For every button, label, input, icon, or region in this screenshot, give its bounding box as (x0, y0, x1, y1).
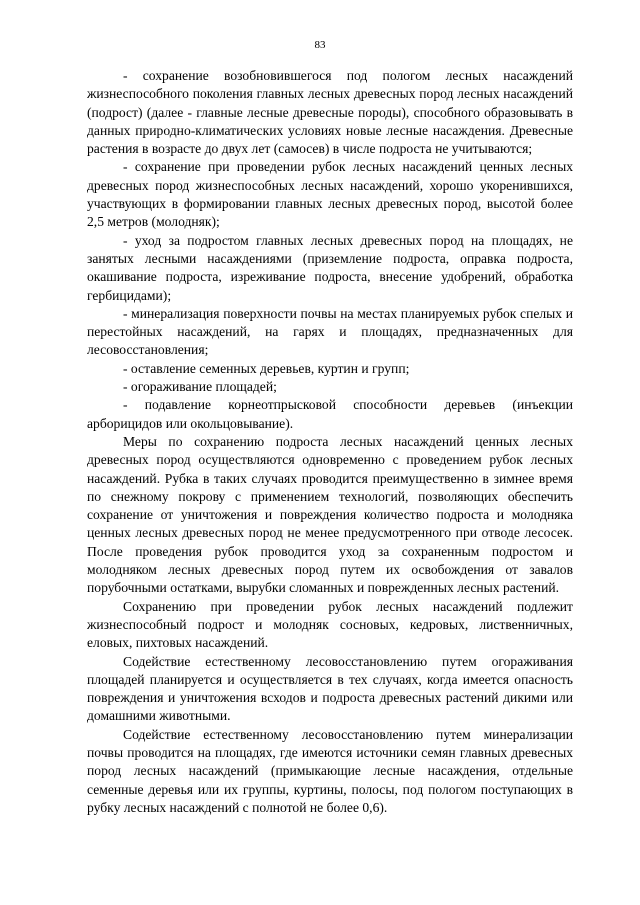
paragraph-11: Содействие естественному лесовосстановлению путем минерализации почвы проводится на площадях, где имеются источники семян главных древесных пород лесных насаждений (примыкающие лесные насаждения, отдельные семенные деревья или их группы, куртины, полосы, под пологом поступающих в рубку лесных насаждений с полнотой не более 0,6). (87, 726, 573, 815)
paragraph-6: - огораживание площадей; (123, 379, 277, 395)
paragraph-7: - подавление корнеотпрысковой способности деревьев (инъекции арборицидов или окольцовывание). (87, 397, 573, 431)
document-body (87, 67, 573, 817)
page-number: 83 (314, 39, 326, 51)
paragraph-2: - сохранение при проведении рубок лесных насаждений ценных лесных древесных пород жизнеспособных лесных насаждений, хорошо укоренившихся, участвующих в формировании главных лесных древесных пород, высотой более 2,5 метров (молодняк); (87, 159, 573, 230)
paragraph-5: - оставление семенных деревьев, куртин и групп; (123, 360, 410, 376)
paragraph-3: - уход за подростом главных лесных древесных пород на площадях, не занятых лесными насаждениями (приземление подроста, оправка подроста, окашивание подроста, изреживание подроста, внесение удобрений, обработка гербицидами); (87, 232, 573, 303)
paragraph-10: Содействие естественному лесовосстановлению путем огораживания площадей планируется и осуществляется в тех случаях, когда имеется опасность повреждения и уничтожения всходов и подроста древесных растений дикими или домашними животными. (87, 653, 573, 724)
paragraph-8: Меры по сохранению подроста лесных насаждений ценных лесных древесных пород осуществляются одновременно с проведением рубок лесных насаждений. Рубка в таких случаях проводится преимущественно в зимнее время по снежному покрову с применением технологий, позволяющих обеспечить сохранение от уничтожения и повреждения количество подроста и молодняка ценных лесных древесных пород не менее предусмотренного при отводе лесосек. После проведения рубок проводится уход за сохраненным подростом и молодняком лесных древесных пород путем их освобождения от завалов порубочными остатками, вырубки сломанных и поврежденных лесных растений. (87, 433, 573, 596)
paragraph-4: - минерализация поверхности почвы на местах планируемых рубок спелых и перестойных насаждений, на гарях и площадях, предназначенных для лесовосстановления; (87, 305, 573, 358)
paragraph-9: Сохранению при проведении рубок лесных насаждений подлежит жизнеспособный подрост и молодняк сосновых, кедровых, лиственничных, еловых, пихтовых насаждений. (87, 598, 573, 651)
paragraph-1: - сохранение возобновившегося под пологом лесных насаждений жизнеспособного поколения главных лесных древесных пород лесных насаждений (подрост) (далее - главные лесные древесные породы), способного образовывать в данных природно-климатических условиях новые лесные насаждения. Древесные растения в возрасте до двух лет (самосев) в числе подроста не учитываются; (87, 68, 573, 157)
